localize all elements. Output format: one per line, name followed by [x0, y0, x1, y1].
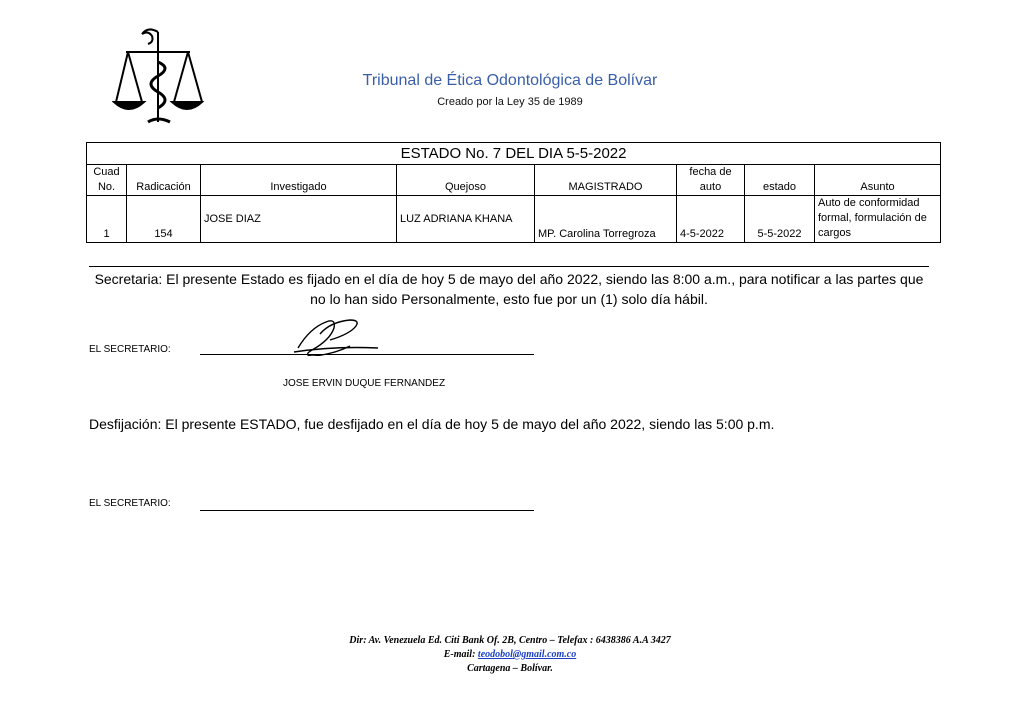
col-header-cuad: Cuad No. — [87, 165, 127, 196]
institution-name: Tribunal de Ética Odontológica de Bolívar — [362, 72, 658, 89]
estado-table — [86, 142, 941, 243]
col-header-quejoso: Quejoso — [397, 165, 535, 196]
col-header-fecha-auto: fecha de auto — [677, 165, 745, 196]
col-header-asunto: Asunto — [815, 165, 941, 196]
table-header-row — [87, 165, 941, 196]
scales-caduceus-logo-icon — [112, 22, 204, 128]
institution-subtitle: Creado por la Ley 35 de 1989 — [437, 96, 583, 108]
col-header-magistrado: MAGISTRADO — [535, 165, 677, 196]
footer-address: Dir: Av. Venezuela Ed. Citi Bank Of. 2B, Centro – Telefax : 6438386 A.A 3427 — [349, 635, 671, 646]
col-header-radicacion: Radicación — [127, 165, 201, 196]
cell-estado: 5-5-2022 — [745, 196, 815, 243]
cell-investigado: JOSE DIAZ — [201, 196, 397, 243]
cell-cuad: 1 — [87, 196, 127, 243]
desfijacion-notice: Desfijación: El presente ESTADO, fue desfijado en el día de hoy 5 de mayo del año 2022, siendo las 5:00 p.m. — [89, 416, 775, 432]
col-header-estado: estado — [745, 165, 815, 196]
signature-line-2 — [200, 510, 534, 511]
footer-city: Cartagena – Bolívar. — [467, 663, 553, 674]
divider-line — [89, 266, 929, 267]
secretario-label-2: EL SECRETARIO: — [89, 498, 171, 509]
footer — [260, 634, 760, 676]
cell-magistrado: MP. Carolina Torregroza — [535, 196, 677, 243]
footer-email-line: E-mail: teodobol@gmail.com.co — [443, 649, 577, 660]
secretario-name: JOSE ERVIN DUQUE FERNANDEZ — [283, 378, 446, 389]
cell-asunto: Auto de conformidad formal, formulación de cargos — [815, 196, 941, 243]
signature-image — [290, 314, 380, 356]
cell-radicacion: 154 — [127, 196, 201, 243]
email-link[interactable]: teodobol@gmail.com.co — [477, 649, 577, 660]
signature-line-1 — [200, 354, 534, 355]
cell-fecha-auto: 4-5-2022 — [677, 196, 745, 243]
table-row — [87, 196, 941, 243]
cell-quejoso: LUZ ADRIANA KHANA — [397, 196, 535, 243]
col-header-investigado: Investigado — [201, 165, 397, 196]
estado-title: ESTADO No. 7 DEL DIA 5-5-2022 — [87, 143, 941, 165]
secretario-label-1: EL SECRETARIO: — [89, 344, 171, 355]
secretaria-notice: Secretaria: El presente Estado es fijado en el día de hoy 5 de mayo del año 2022, siendo las 8:00 a.m., para notificar a las partes que no lo han sido Personalmente, esto fue por un (1) solo día hábil. — [94, 271, 924, 307]
